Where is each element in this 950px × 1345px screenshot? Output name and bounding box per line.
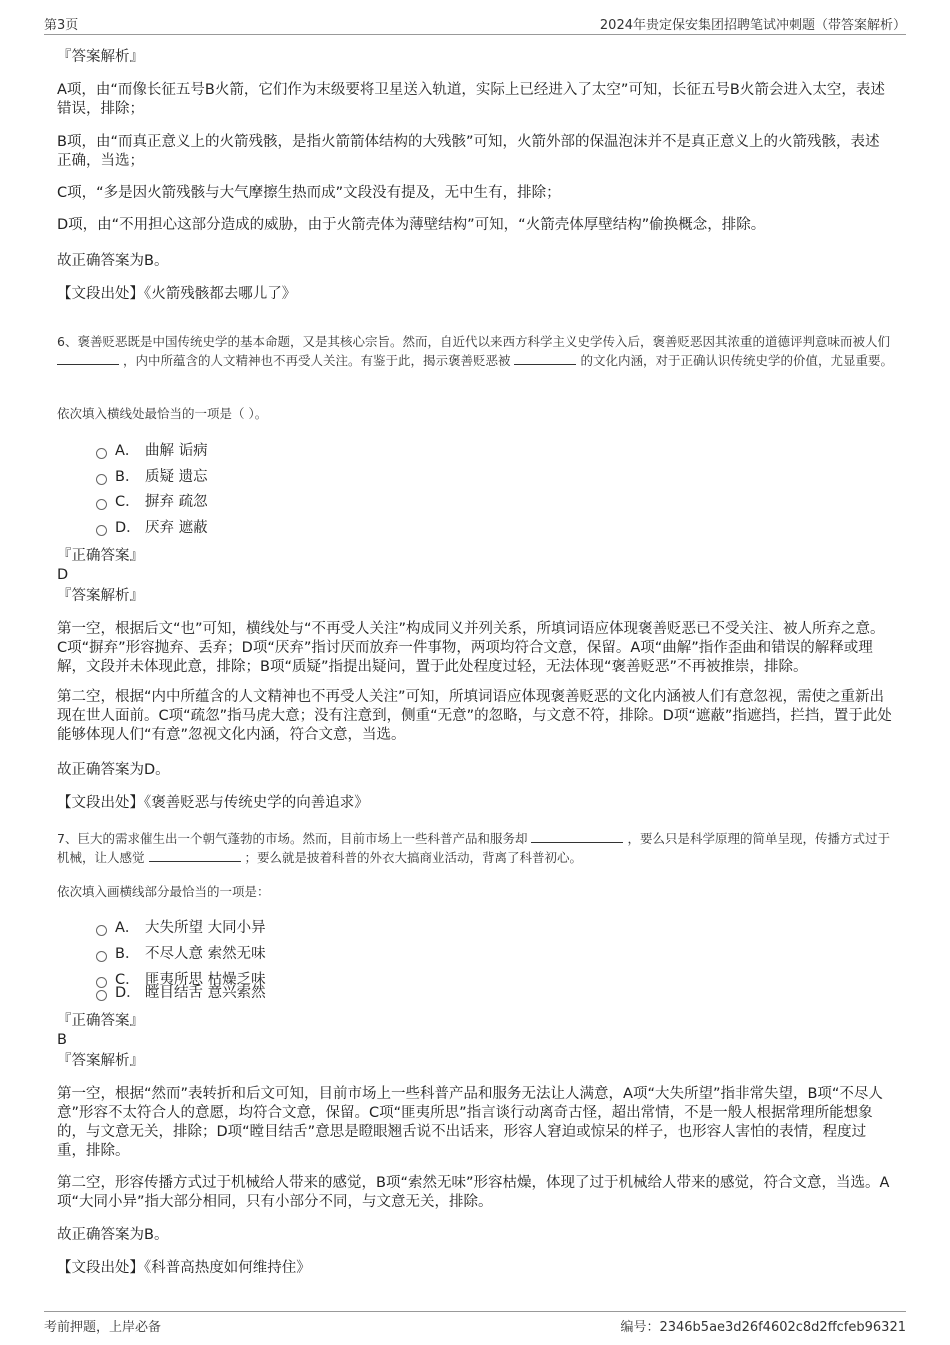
q7-option-d[interactable] [96,984,266,1002]
option-text: 曲解 诟病 [145,443,208,459]
option-key: A． [115,443,140,459]
q6-analysis-2: 第二空，根据“内中所蕴含的人文精神也不再受人关注”可知，所填词语应体现褒善贬恶的文化内涵被人们有意忽视，需使之重新出现在世人面前。C项“疏忽”指马虎大意；没有注意到，侧重“无意”的忽略，与文意不符，排除。D项“遮蔽”指遮挡，拦挡，置于此处能够体现人们“有意”忽视文化内涵，符合文意，当选。 [57,689,892,743]
q6-conclusion: 故正确答案为D。 [57,762,170,778]
q6-source: 【文段出处】《褒善贬恶与传统史学的向善追求》 [57,795,369,811]
q7-source: 【文段出处】《科普高热度如何维持住》 [57,1260,311,1276]
q6-answer: D [57,567,69,583]
q7-stem-part-3: ；要么就是披着科普的外衣大搞商业活动，背离了科普初心。 [244,850,582,865]
option-key: B． [115,946,140,962]
q7-stem [57,829,893,867]
option-key: D． [115,520,141,536]
q6-blank-1 [57,352,119,365]
option-text: 不尽人意 索然无味 [145,946,266,962]
q6-answer-label: 『正确答案』 [57,548,144,564]
q5-analysis-d: D项，由“不用担心这部分造成的威胁，由于火箭壳体为薄壁结构”可知，“火箭壳体厚壁结构”偷换概念，排除。 [57,217,766,233]
q5-analysis-label: 『答案解析』 [57,49,144,65]
radio-icon[interactable] [96,925,107,936]
page-footer [44,1311,906,1337]
radio-icon[interactable] [96,499,107,510]
q7-option-a[interactable] [96,919,266,937]
q6-stem-part-1: 6、褒善贬恶既是中国传统史学的基本命题，又是其核心宗旨。然而，自近代以来西方科学主义史学传入后，褒善贬恶因其浓重的道德评判意味而被人们 [57,334,890,349]
q5-conclusion: 故正确答案为B。 [57,253,169,269]
q6-blank-2 [514,352,576,365]
radio-icon[interactable] [96,448,107,459]
q7-answer-label: 『正确答案』 [57,1013,144,1029]
q5-source: 【文段出处】《火箭残骸都去哪儿了》 [57,286,297,302]
option-key: D． [115,985,141,1001]
option-text: 匪夷所思 枯燥乏味 [145,972,266,988]
footer-slogan: 考前押题，上岸必备 [44,1320,162,1335]
q6-prompt: 依次填入横线处最恰当的一项是（ ）。 [57,406,268,421]
q7-stem-part-1: 7、巨大的需求催生出一个朝气蓬勃的市场。然而，目前市场上一些科普产品和服务却 [57,831,528,846]
q6-stem-part-3: 的文化内涵，对于正确认识传统史学的价值，尤显重要。 [580,353,893,368]
q6-option-a[interactable] [96,442,208,460]
document-title: 2024年贵定保安集团招聘笔试冲刺题（带答案解析） [599,18,906,33]
option-key: C． [115,494,140,510]
option-text: 质疑 遗忘 [145,469,208,485]
q5-analysis-c: C项，“多是因火箭残骸与大气摩擦生热而成”文段没有提及，无中生有，排除； [57,185,561,201]
q7-answer: B [57,1032,67,1048]
page-number: 第3页 [44,18,79,33]
q6-stem [57,332,893,370]
q7-option-b[interactable] [96,945,266,963]
q7-stem-part-2: ，要么只是科学原理的简单呈现，传播方式过于机械，让人感觉 [57,831,890,865]
q7-conclusion: 故正确答案为B。 [57,1227,169,1243]
q7-prompt: 依次填入画横线部分最恰当的一项是： [57,884,270,899]
q7-blank-1 [531,830,623,843]
q7-analysis-2: 第二空，形容传播方式过于机械给人带来的感觉，B项“索然无味”形容枯燥，体现了过于机械给人带来的感觉，符合文意，当选。A项“大同小异”指大部分相同，只有小部分不同，与文意无关，排除。 [57,1175,890,1210]
page-header [44,14,906,35]
q5-analysis-b: B项，由“而真正意义上的火箭残骸，是指火箭箭体结构的大残骸”可知，火箭外部的保温泡沫并不是真正意义上的火箭残骸，表述正确，当选； [57,134,880,169]
q6-option-b[interactable] [96,468,208,486]
option-key: B． [115,469,140,485]
q5-analysis-a: A项，由“而像长征五号B火箭，它们作为末级要将卫星送入轨道，实际上已经进入了太空”可知，长征五号B火箭会进入太空，表述错误，排除； [57,82,885,117]
option-text: 厌弃 遮蔽 [145,520,208,536]
q7-analysis-1: 第一空，根据“然而”表转折和后文可知，目前市场上一些科普产品和服务无法让人满意，A项“大失所望”指非常失望，B项“不尽人意”形容不太符合人的意愿，均符合文意，保留。C项“匪夷所思”指言谈行动离奇古怪，超出常情，不是一般人根据常理所能想象的，与文意无关，排除；D项“瞠目结舌”意思是瞪眼翘舌说不出话来，形容人窘迫或惊呆的样子，也形容人害怕的表情，程度过重，排除。 [57,1086,883,1159]
q6-analysis-1: 第一空，根据后文“也”可知，横线处与“不再受人关注”构成同义并列关系，所填词语应体现褒善贬恶已不受关注、被人所弃之意。C项“摒弃”形容抛弃、丢弃；D项“厌弃”指讨厌而放弃一件事物，两项均符合文意，保留。A项“曲解”指作歪曲和错误的解释或理解，文段并未体现此意，排除；B项“质疑”指提出疑问，置于此处程度过轻，无法体现“褒善贬恶”不再被推崇，排除。 [57,621,885,675]
option-text: 瞠目结舌 意兴索然 [145,985,266,1001]
radio-icon[interactable] [96,525,107,536]
radio-icon[interactable] [96,474,107,485]
q6-option-c[interactable] [96,493,208,511]
radio-icon[interactable] [96,990,107,1001]
q6-option-d[interactable] [96,519,208,537]
q7-blank-2 [149,849,241,862]
q6-stem-part-2: ，内中所蕴含的人文精神也不再受人关注。有鉴于此，揭示褒善贬恶被 [122,353,511,368]
option-key: C． [115,972,140,988]
option-text: 摒弃 疏忽 [145,494,208,510]
q6-analysis-label: 『答案解析』 [57,588,144,604]
document-serial: 编号：2346b5ae3d26f4602c8d2ffcfeb96321 [620,1320,906,1335]
q7-analysis-label: 『答案解析』 [57,1053,144,1069]
radio-icon[interactable] [96,951,107,962]
option-text: 大失所望 大同小异 [145,920,266,936]
option-key: A． [115,920,140,936]
